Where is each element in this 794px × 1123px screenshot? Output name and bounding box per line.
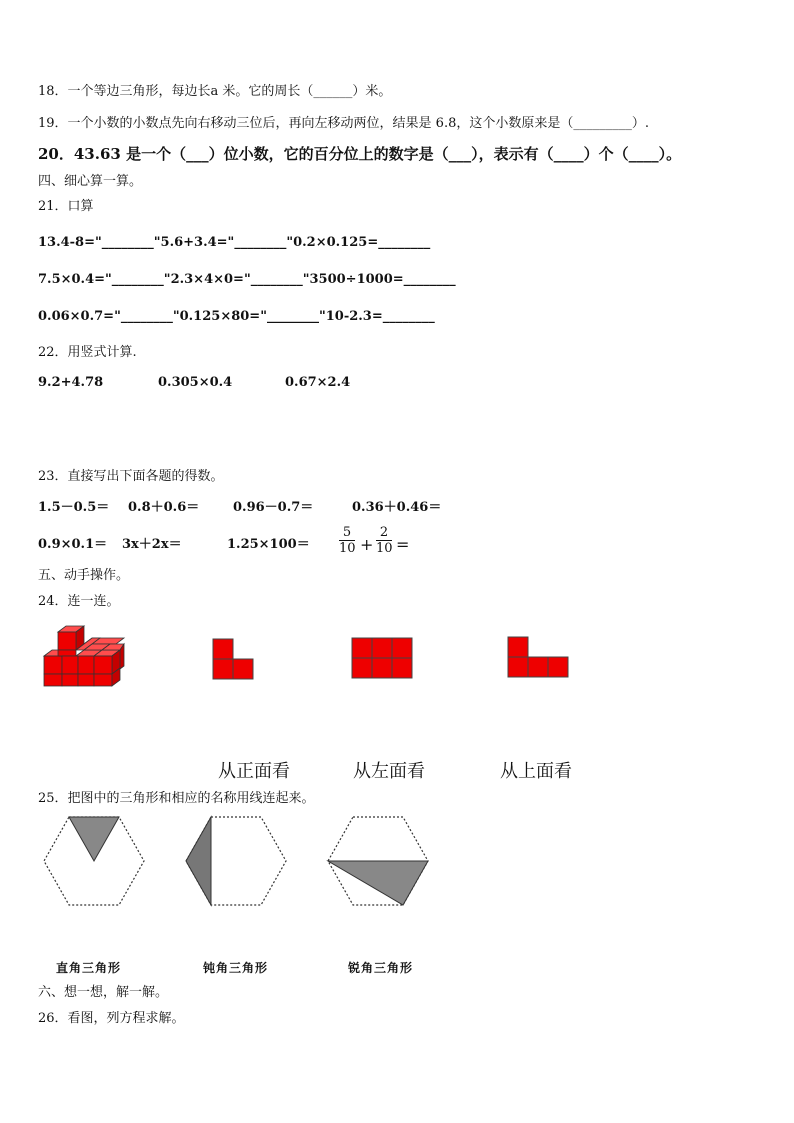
shape-view-b [351,637,413,679]
q23-r1-c3: 0.96－0.7＝ [233,500,314,515]
question-26: 26．看图，列方程求解。 [38,1011,185,1026]
label-acute-triangle: 锐角三角形 [348,961,414,975]
question-19: 19．一个小数的小数点先向右移动三位后，再向左移动两位，结果是 6.8，这个小数原来是（_________）. [38,116,649,131]
cube-stack-figure [44,626,126,688]
fraction-two-tenths [376,525,392,556]
q23-r2-c2: 3x＋2x＝ [122,537,182,552]
question-25-title: 25．把图中的三角形和相应的名称用线连起来。 [38,791,315,806]
hexagon-figure-1 [42,815,146,907]
q23-r1-c2: 0.8＋0.6＝ [128,500,200,515]
question-22-title: 22．用竖式计算. [38,345,137,360]
hexagon-figure-2 [184,815,288,907]
section-4-heading: 四、细心算一算。 [38,174,143,189]
fraction-numerator: 5 [342,525,352,540]
fraction-denominator: 10 [376,541,393,556]
q23-r1-c4: 0.36＋0.46＝ [352,500,442,515]
q21-row-2: 7.5×0.4="________"2.3×4×0="________"3500÷1000=________ [38,272,456,287]
section-5-heading: 五、动手操作。 [38,568,130,583]
view-label-top: 从上面看 [500,761,572,782]
shape-view-c [507,636,569,678]
view-label-front: 从正面看 [218,761,290,782]
label-obtuse-triangle: 钝角三角形 [203,961,269,975]
section-6-heading: 六、想一想，解一解。 [38,985,169,1000]
question-18: 18．一个等边三角形，每边长a 米。它的周长（______）米。 [38,84,392,99]
plus-sign: + [360,535,374,554]
question-21-title: 21．口算 [38,199,94,214]
question-23-title: 23．直接写出下面各题的得数。 [38,469,224,484]
label-right-triangle: 直角三角形 [56,961,122,975]
question-20: 20．43.63 是一个（___）位小数，它的百分位上的数字是（___），表示有（____）个（____）。 [38,145,682,163]
q21-row-1: 13.4-8="________"5.6+3.4="________"0.2×0.125=________ [38,235,431,250]
q23-r1-c1: 1.5－0.5＝ [38,500,110,515]
q23-r2-c1: 0.9×0.1＝ [38,537,108,552]
fraction-five-tenths [339,525,355,556]
shape-view-a [212,638,254,680]
equals-sign: = [396,535,410,554]
question-24-title: 24．连一连。 [38,594,120,609]
hexagon-figure-3 [326,815,430,907]
q22-item-2: 0.305×0.4 [158,375,233,390]
fraction-denominator: 10 [339,541,356,556]
fraction-numerator: 2 [379,525,389,540]
q22-item-3: 0.67×2.4 [285,375,351,390]
q22-item-1: 9.2+4.78 [38,375,104,390]
view-label-left: 从左面看 [353,761,425,782]
q21-row-3: 0.06×0.7="________"0.125×80="________"10-2.3=________ [38,309,435,324]
q23-r2-c3: 1.25×100＝ [227,537,310,552]
